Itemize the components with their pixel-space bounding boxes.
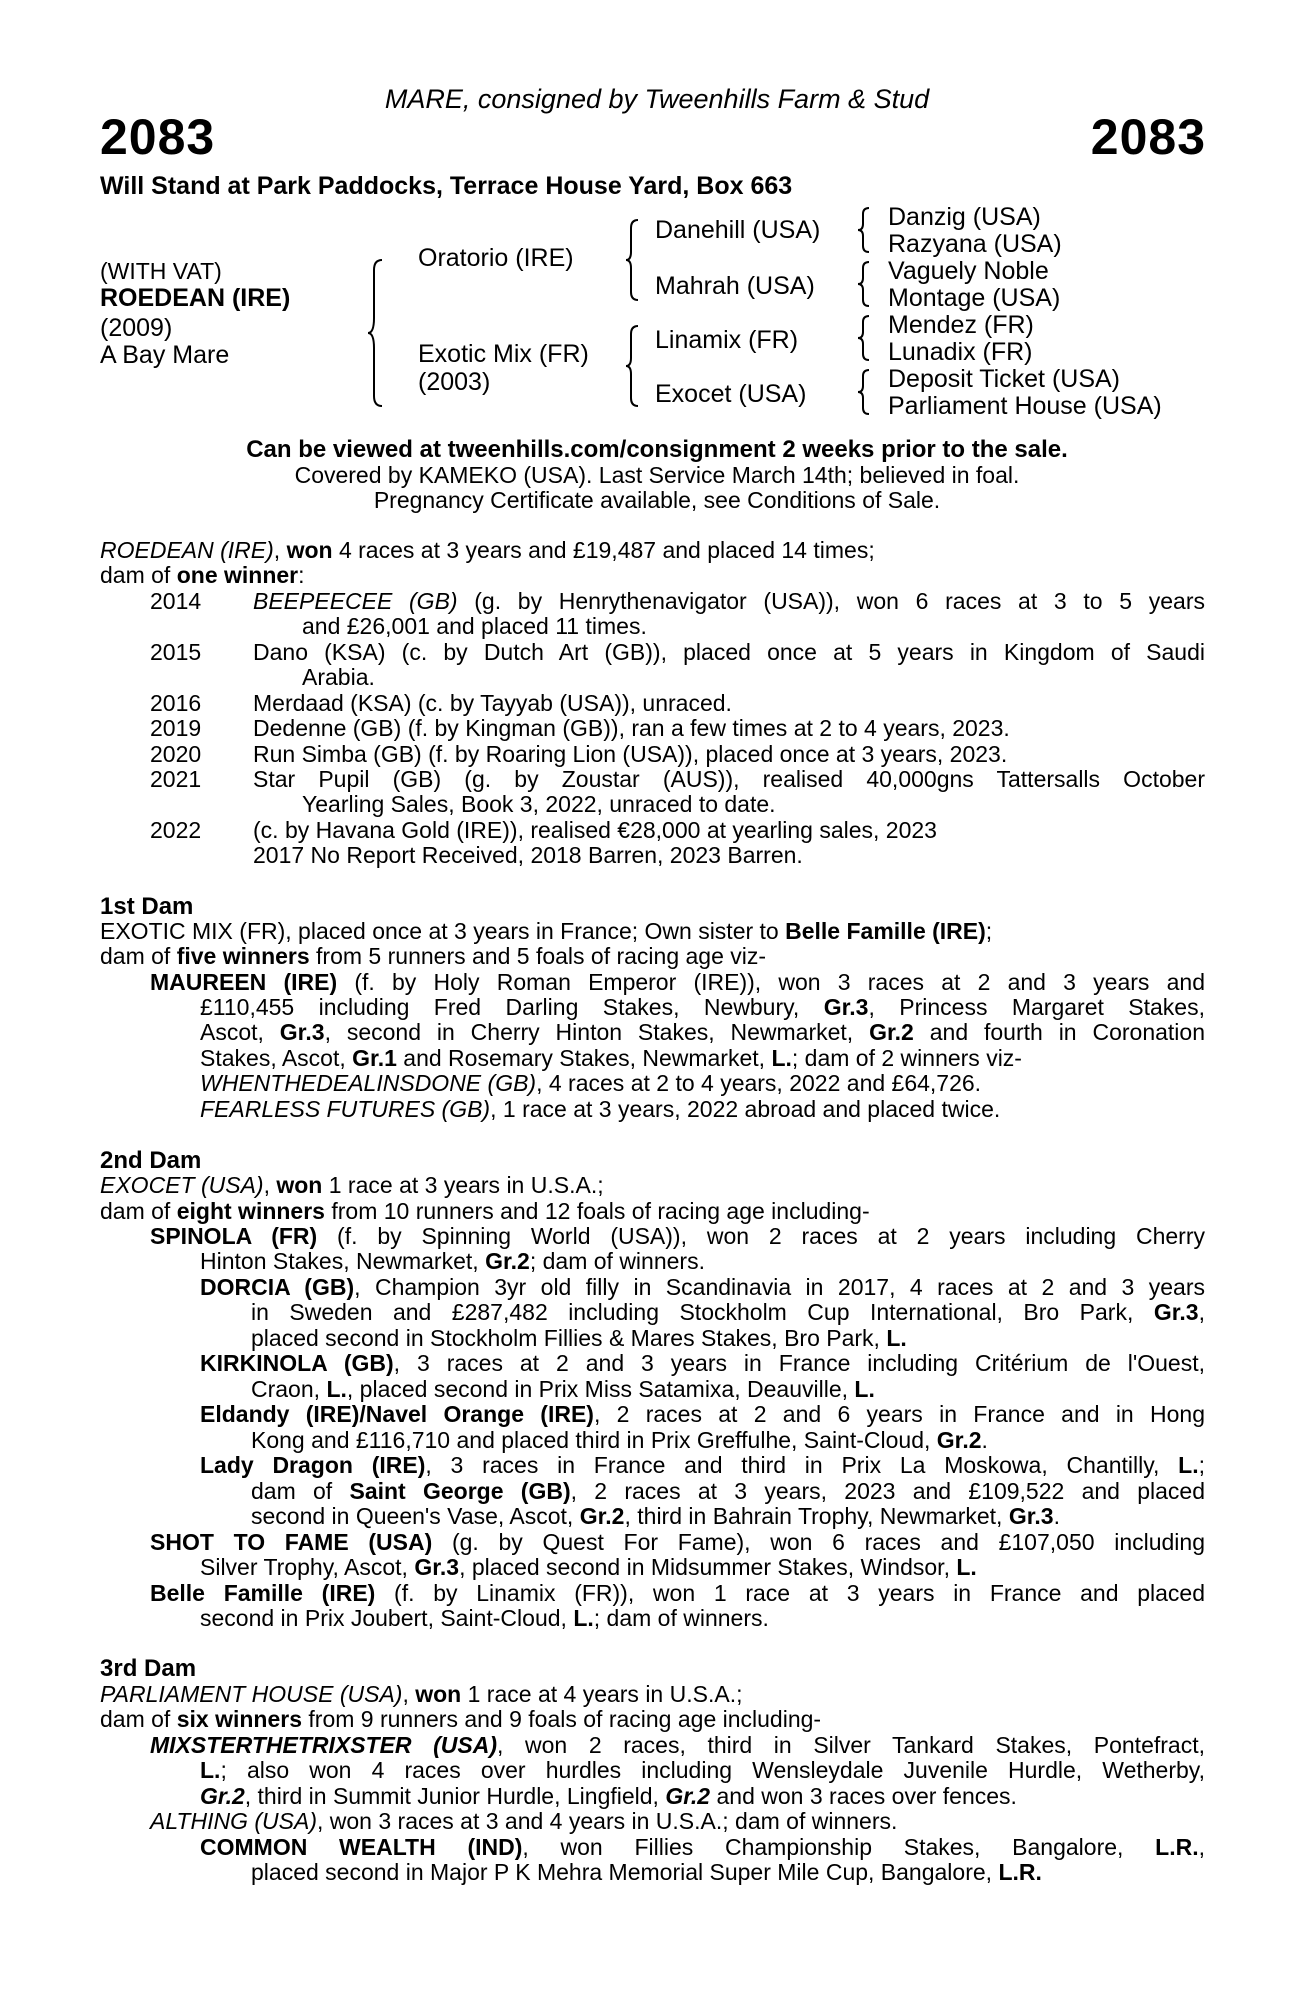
produce-year: 2022	[150, 817, 202, 843]
great-grandparent-7: Deposit Ticket (USA)	[888, 365, 1121, 393]
progeny-line: SPINOLA (FR) (f. by Spinning World (USA)), won 2 races at 2 years including Cherry	[150, 1223, 1205, 1249]
progeny-line: £110,455 including Fred Darling Stakes, Newbury, Gr.3, Princess Margaret Stakes,	[200, 994, 1205, 1020]
pedigree-bracket-sire	[626, 218, 646, 302]
progeny-line: Silver Trophy, Ascot, Gr.3, placed second in Midsummer Stakes, Windsor, L.	[200, 1554, 977, 1580]
produce-entry-cont: Yearling Sales, Book 3, 2022, unraced to date.	[302, 791, 776, 817]
dam-of-line: dam of six winners from 9 runners and 9 foals of racing age including-	[100, 1706, 822, 1732]
pregnancy-note: Pregnancy Certificate available, see Conditions of Sale.	[373, 487, 941, 513]
great-grandparent-5: Mendez (FR)	[888, 311, 1034, 339]
dam-of-line: dam of eight winners from 10 runners and 12 foals of racing age including-	[100, 1198, 870, 1224]
produce-entry: Dedenne (GB) (f. by Kingman (GB)), ran a few times at 2 to 4 years, 2023.	[253, 715, 1010, 741]
viewing-note: Can be viewed at tweenhills.com/consignment 2 weeks prior to the sale.	[246, 436, 1068, 463]
progeny-line: SHOT TO FAME (USA) (g. by Quest For Fame), won 6 races and £107,050 including	[150, 1529, 1206, 1555]
produce-entry: Dano (KSA) (c. by Dutch Art (GB)), placed once at 5 years in Kingdom of Saudi	[253, 639, 1205, 665]
progeny-line: Stakes, Ascot, Gr.1 and Rosemary Stakes, Newmarket, L.; dam of 2 winners viz-	[200, 1045, 1022, 1071]
progeny-line: MAUREEN (IRE) (f. by Holy Roman Emperor (IRE)), won 3 races at 2 and 3 years and	[150, 969, 1205, 995]
pedigree-bracket-g1	[858, 206, 876, 254]
produce-entry: Merdaad (KSA) (c. by Tayyab (USA)), unraced.	[253, 690, 732, 716]
produce-entry: Star Pupil (GB) (g. by Zoustar (AUS)), realised 40,000gns Tattersalls October	[253, 766, 1205, 792]
progeny-line: Ascot, Gr.3, second in Cherry Hinton Stakes, Newmarket, Gr.2 and fourth in Coronation	[200, 1019, 1205, 1045]
section-title: 3rd Dam	[100, 1655, 197, 1682]
great-grandparent-1: Danzig (USA)	[888, 203, 1041, 231]
progeny-line: Lady Dragon (IRE), 3 races in France and third in Prix La Moskowa, Chantilly, L.;	[200, 1452, 1205, 1478]
produce-entry: Run Simba (GB) (f. by Roaring Lion (USA)), placed once at 3 years, 2023.	[253, 741, 1008, 767]
pedigree-bracket-g2	[858, 260, 876, 308]
produce-year: 2016	[150, 690, 202, 716]
lot-number-left: 2083	[100, 109, 216, 165]
grandsire-2: Linamix (FR)	[655, 326, 799, 354]
produce-entry: (c. by Havana Gold (IRE)), realised €28,000 at yearling sales, 2023	[253, 817, 937, 843]
great-grandparent-4: Montage (USA)	[888, 284, 1061, 312]
granddam-2: Exocet (USA)	[655, 380, 807, 408]
granddam-1: Mahrah (USA)	[655, 272, 815, 300]
progeny-line: placed second in Major P K Mehra Memorial Super Mile Cup, Bangalore, L.R.	[251, 1859, 1042, 1885]
horse-description: A Bay Mare	[100, 341, 230, 369]
progeny-line: second in Queen's Vase, Ascot, Gr.2, third in Bahrain Trophy, Newmarket, Gr.3.	[251, 1503, 1060, 1529]
sire: Oratorio (IRE)	[418, 244, 574, 272]
progeny-line: Hinton Stakes, Newmarket, Gr.2; dam of winners.	[200, 1248, 705, 1274]
pedigree-bracket-g3	[858, 314, 876, 362]
horse-name: ROEDEAN (IRE)	[100, 284, 291, 312]
section-title: 2nd Dam	[100, 1147, 202, 1174]
progeny-line: L.; also won 4 races over hurdles including Wensleydale Juvenile Hurdle, Wetherby,	[200, 1757, 1205, 1783]
dam: Exotic Mix (FR)	[418, 340, 589, 368]
horse-year: (2009)	[100, 314, 173, 342]
progeny-line: WHENTHEDEALINSDONE (GB), 4 races at 2 to 4 years, 2022 and £64,726.	[200, 1070, 982, 1096]
mare-summary-line: ROEDEAN (IRE), won 4 races at 3 years and £19,487 and placed 14 times;	[100, 537, 875, 563]
grandsire-1: Danehill (USA)	[655, 216, 821, 244]
great-grandparent-2: Razyana (USA)	[888, 230, 1062, 258]
produce-year: 2014	[150, 588, 202, 614]
vat-label: (WITH VAT)	[100, 258, 222, 284]
progeny-line: Belle Famille (IRE) (f. by Linamix (FR)), won 1 race at 3 years in France and placed	[150, 1580, 1205, 1606]
progeny-line: in Sweden and £287,482 including Stockholm Cup International, Bro Park, Gr.3,	[251, 1299, 1205, 1325]
dam-year: (2003)	[418, 368, 491, 396]
progeny-line: Craon, L., placed second in Prix Miss Satamixa, Deauville, L.	[251, 1376, 875, 1402]
progeny-line: placed second in Stockholm Fillies & Mares Stakes, Bro Park, L.	[251, 1325, 907, 1351]
pedigree-bracket-g4	[858, 368, 876, 416]
progeny-line: Eldandy (IRE)/Navel Orange (IRE), 2 races at 2 and 6 years in France and in Hong	[200, 1401, 1205, 1427]
progeny-line: KIRKINOLA (GB), 3 races at 2 and 3 years in France including Critérium de l'Ouest,	[200, 1350, 1205, 1376]
lot-number-right: 2083	[1090, 109, 1206, 165]
produce-entry: BEEPEECEE (GB) (g. by Henrythenavigator (USA)), won 6 races at 3 to 5 years	[253, 588, 1205, 614]
dam-of-line: dam of five winners from 5 runners and 5 foals of racing age viz-	[100, 943, 767, 969]
produce-year: 2020	[150, 741, 202, 767]
stand-location: Will Stand at Park Paddocks, Terrace House Yard, Box 663	[100, 172, 793, 200]
produce-entry-cont: 2017 No Report Received, 2018 Barren, 2023 Barren.	[253, 842, 803, 868]
progeny-line: Gr.2, third in Summit Junior Hurdle, Lingfield, Gr.2 and won 3 races over fences.	[200, 1783, 1017, 1809]
great-grandparent-6: Lunadix (FR)	[888, 338, 1033, 366]
dam-summary-line: PARLIAMENT HOUSE (USA), won 1 race at 4 years in U.S.A.;	[100, 1681, 743, 1707]
progeny-line: dam of Saint George (GB), 2 races at 3 years, 2023 and £109,522 and placed	[251, 1478, 1205, 1504]
great-grandparent-3: Vaguely Noble	[888, 257, 1049, 285]
pedigree-bracket-main	[368, 258, 392, 408]
produce-year: 2015	[150, 639, 202, 665]
produce-year: 2021	[150, 766, 202, 792]
section-title: 1st Dam	[100, 893, 194, 920]
progeny-line: second in Prix Joubert, Saint-Cloud, L.; dam of winners.	[200, 1605, 769, 1631]
produce-entry-cont: and £26,001 and placed 11 times.	[302, 613, 647, 639]
dam-summary-line: EXOTIC MIX (FR), placed once at 3 years in France; Own sister to Belle Famille (IRE);	[100, 918, 993, 944]
progeny-line: COMMON WEALTH (IND), won Fillies Championship Stakes, Bangalore, L.R.,	[200, 1834, 1206, 1860]
progeny-line: MIXSTERTHETRIXSTER (USA), won 2 races, third in Silver Tankard Stakes, Pontefract,	[150, 1732, 1205, 1758]
dam-summary-line: EXOCET (USA), won 1 race at 3 years in U.S.A.;	[100, 1172, 604, 1198]
covering-note: Covered by KAMEKO (USA). Last Service March 14th; believed in foal.	[294, 462, 1020, 488]
mare-dam-of-line: dam of one winner:	[100, 562, 305, 588]
progeny-line: Kong and £116,710 and placed third in Prix Greffulhe, Saint-Cloud, Gr.2.	[251, 1427, 988, 1453]
pedigree-bracket-dam	[626, 324, 646, 408]
great-grandparent-8: Parliament House (USA)	[888, 392, 1162, 420]
produce-year: 2019	[150, 715, 202, 741]
produce-entry-cont: Arabia.	[302, 664, 375, 690]
progeny-line: FEARLESS FUTURES (GB), 1 race at 3 years, 2022 abroad and placed twice.	[200, 1096, 1001, 1122]
consignor-line: MARE, consigned by Tweenhills Farm & Stud	[384, 84, 930, 114]
progeny-line: ALTHING (USA), won 3 races at 3 and 4 years in U.S.A.; dam of winners.	[150, 1808, 898, 1834]
progeny-line: DORCIA (GB), Champion 3yr old filly in Scandinavia in 2017, 4 races at 2 and 3 years	[200, 1274, 1206, 1300]
